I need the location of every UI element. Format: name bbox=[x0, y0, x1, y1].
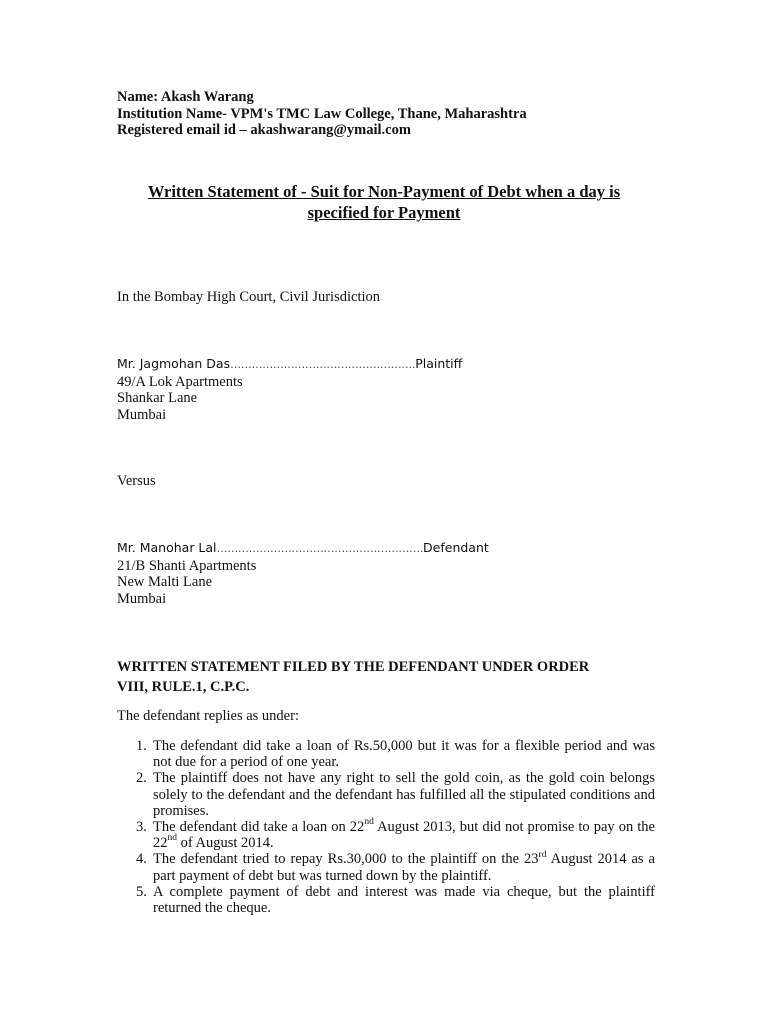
title-line-2: specified for Payment bbox=[307, 203, 461, 222]
list-item bbox=[117, 884, 655, 916]
defendant-dots: …………………………………………………. bbox=[216, 542, 424, 555]
defendant-name: Mr. Manohar Lal bbox=[117, 540, 217, 555]
point-number: 5. bbox=[136, 883, 147, 900]
court-line: In the Bombay High Court, Civil Jurisdiction bbox=[117, 289, 381, 305]
defendant-address-3: Mumbai bbox=[117, 590, 167, 607]
point-text: The plaintiff does not have any right to sell the gold coin, as the gold coin belongs solely to the defendant and the defendant has fulfilled all the stipulated conditions and promises. bbox=[153, 770, 655, 819]
plaintiff-line bbox=[117, 356, 462, 374]
ws-heading-line-2: VIII, RULE.1, C.P.C. bbox=[117, 679, 250, 695]
ws-heading-line-1: WRITTEN STATEMENT FILED BY THE DEFENDANT UNDER ORDER bbox=[117, 659, 590, 675]
reply-points-list bbox=[117, 738, 655, 916]
plaintiff-address-2: Shankar Lane bbox=[117, 390, 198, 406]
point-text: A complete payment of debt and interest was made via cheque, but the plaintiff returned the cheque. bbox=[153, 883, 655, 917]
defendant-address-1: 21/B Shanti Apartments bbox=[117, 557, 257, 574]
plaintiff-dots: ……………………………………………. bbox=[230, 358, 416, 371]
point-text bbox=[153, 851, 655, 883]
document-title bbox=[100, 181, 668, 223]
list-item bbox=[117, 851, 655, 883]
defendant-role: Defendant bbox=[423, 540, 489, 555]
plaintiff-address-1: 49/A Lok Apartments bbox=[117, 373, 243, 390]
point-text-part: August 2014 as a part payment of debt but was turned down by the plaintiff. bbox=[153, 851, 655, 884]
point-number: 1. bbox=[136, 738, 147, 754]
ordinal-suffix: nd bbox=[364, 817, 374, 828]
plaintiff-role: Plaintiff bbox=[415, 356, 463, 371]
versus-label: Versus bbox=[117, 473, 156, 489]
point-text bbox=[153, 819, 655, 851]
list-item bbox=[117, 738, 655, 770]
point-text-part: of August 2014. bbox=[177, 835, 274, 852]
author-name: Name: Akash Warang bbox=[117, 89, 254, 105]
plaintiff-block bbox=[117, 356, 462, 423]
plaintiff-name: Mr. Jagmohan Das bbox=[117, 356, 231, 371]
ordinal-suffix: rd bbox=[538, 849, 547, 860]
defendant-line bbox=[117, 540, 489, 558]
author-header bbox=[117, 89, 527, 139]
replies-intro: The defendant replies as under: bbox=[117, 708, 299, 724]
point-number: 3. bbox=[136, 819, 147, 836]
defendant-block bbox=[117, 540, 489, 607]
plaintiff-address-3: Mumbai bbox=[117, 406, 167, 423]
defendant-address-2: New Malti Lane bbox=[117, 574, 213, 590]
list-item bbox=[117, 770, 655, 819]
list-item bbox=[117, 819, 655, 851]
point-text-part: August 2013, but did not promise to pay on the 22 bbox=[153, 819, 655, 852]
point-number: 4. bbox=[136, 851, 147, 868]
point-number: 2. bbox=[136, 770, 147, 787]
institution-name: Institution Name- VPM's TMC Law College, Thane, Maharashtra bbox=[117, 105, 527, 122]
ordinal-suffix: nd bbox=[167, 833, 177, 844]
point-text: The defendant did take a loan of Rs.50,000 but it was for a flexible period and was not due for a period of one year. bbox=[153, 738, 655, 771]
registered-email: Registered email id – akashwarang@ymail.com bbox=[117, 122, 411, 138]
written-statement-heading bbox=[117, 657, 589, 697]
title-line-1: Written Statement of - Suit for Non-Payment of Debt when a day is bbox=[147, 182, 621, 201]
point-text-part: The defendant did take a loan on 22 bbox=[153, 819, 365, 836]
point-text-part: The defendant tried to repay Rs.30,000 to the plaintiff on the 23 bbox=[153, 851, 539, 868]
